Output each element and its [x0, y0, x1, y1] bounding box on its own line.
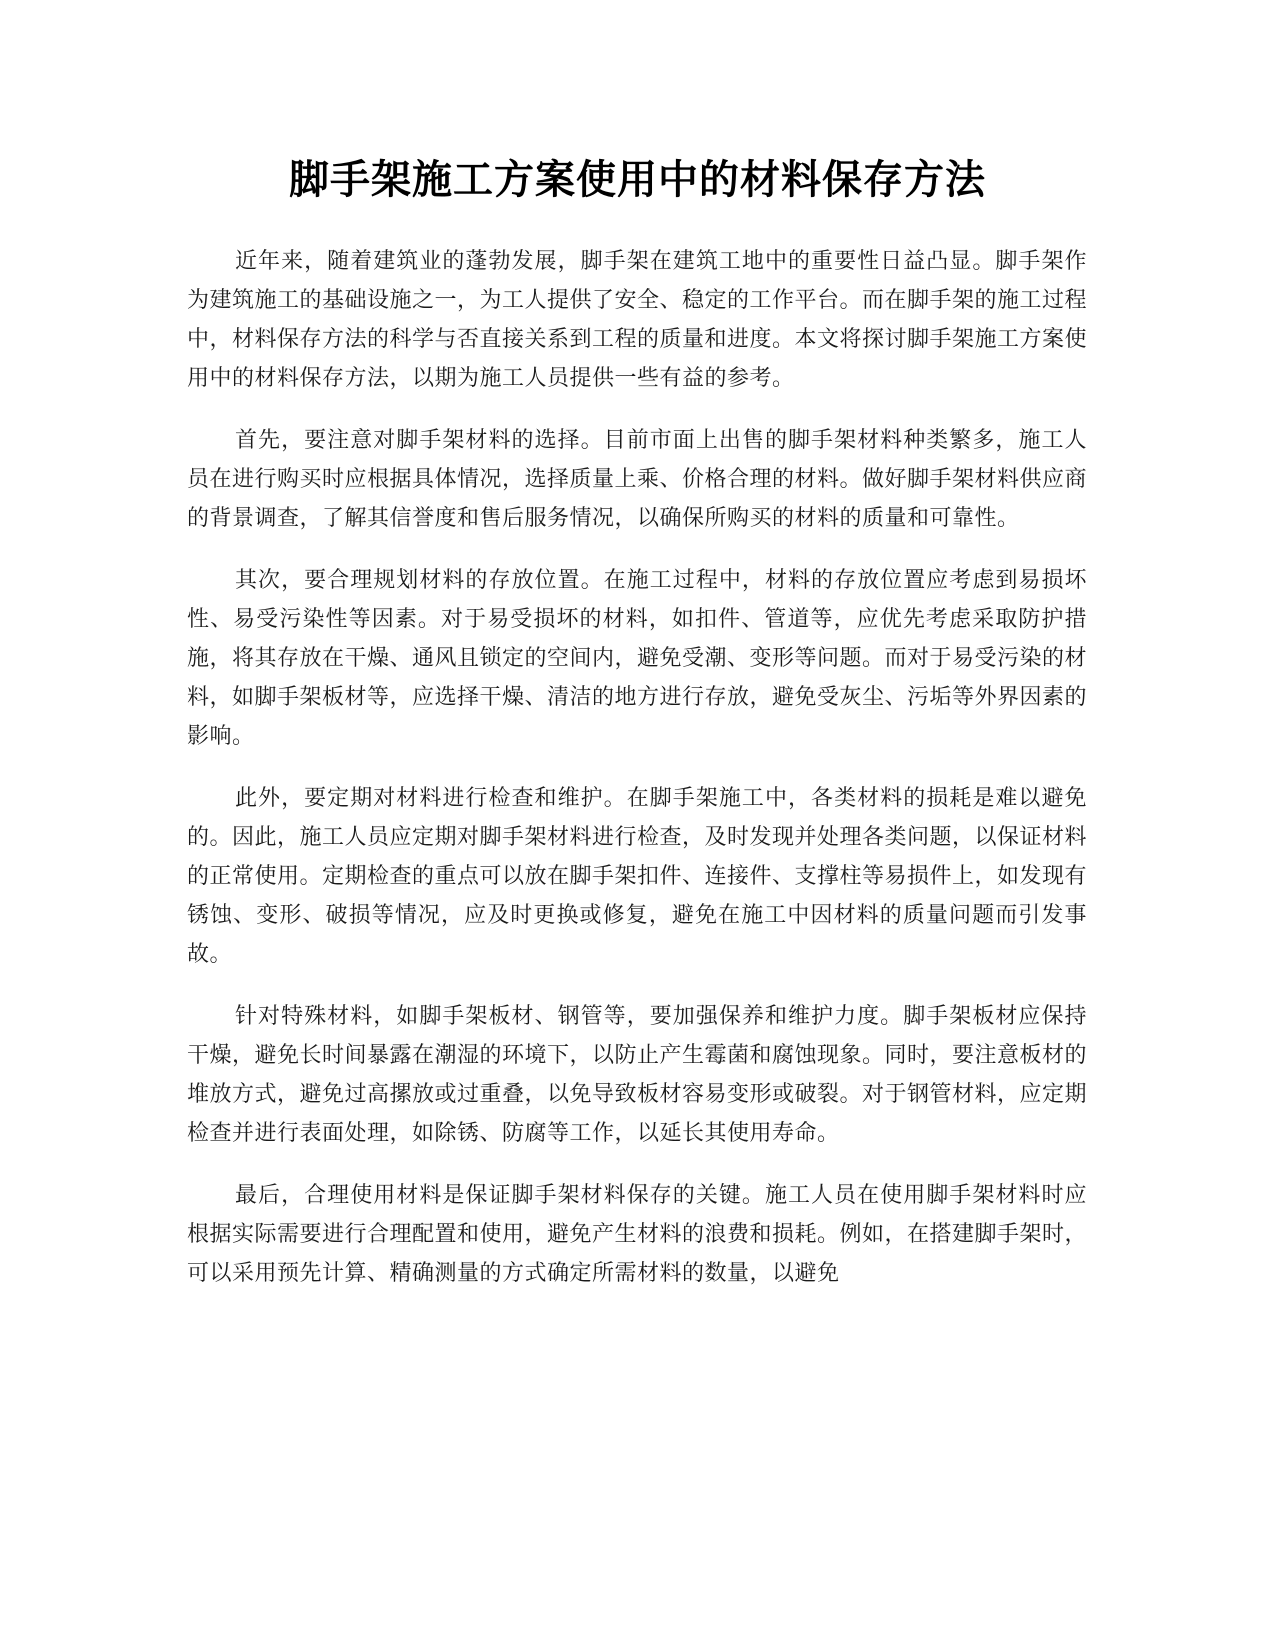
paragraph-storage-location: 其次，要合理规划材料的存放位置。在施工过程中，材料的存放位置应考虑到易损坏性、易受污染性等因素。对于易受损坏的材料，如扣件、管道等，应优先考虑采取防护措施，将其存放在干燥、通风且锁定的空间内，避免受潮、变形等问题。而对于易受污染的材料，如脚手架板材等，应选择干燥、清洁的地方进行存放，避免受灰尘、污垢等外界因素的影响。: [187, 568, 1088, 749]
paragraph-rational-use: 最后，合理使用材料是保证脚手架材料保存的关键。施工人员在使用脚手架材料时应根据实际需要进行合理配置和使用，避免产生材料的浪费和损耗。例如，在搭建脚手架时，可以采用预先计算、精确测量的方式确定所需材料的数量，以避免: [187, 1183, 1088, 1286]
paragraph-inspection-maintenance: 此外，要定期对材料进行检查和维护。在脚手架施工中，各类材料的损耗是难以避免的。因此，施工人员应定期对脚手架材料进行检查，及时发现并处理各类问题，以保证材料的正常使用。定期检查的重点可以放在脚手架扣件、连接件、支撑柱等易损件上，如发现有锈蚀、变形、破损等情况，应及时更换或修复，避免在施工中因材料的质量问题而引发事故。: [187, 786, 1088, 967]
page-title: 脚手架施工方案使用中的材料保存方法: [289, 157, 986, 203]
paragraph-material-selection: 首先，要注意对脚手架材料的选择。目前市面上出售的脚手架材料种类繁多，施工人员在进行购买时应根据具体情况，选择质量上乘、价格合理的材料。做好脚手架材料供应商的背景调查，了解其信誉度和售后服务情况，以确保所购买的材料的质量和可靠性。: [187, 428, 1088, 531]
document-body: [187, 242, 1087, 1316]
paragraph-special-materials: 针对特殊材料，如脚手架板材、钢管等，要加强保养和维护力度。脚手架板材应保持干燥，避免长时间暴露在潮湿的环境下，以防止产生霉菌和腐蚀现象。同时，要注意板材的堆放方式，避免过高摞放或过重叠，以免导致板材容易变形或破裂。对于钢管材料，应定期检查并进行表面处理，如除锈、防腐等工作，以延长其使用寿命。: [187, 1004, 1088, 1146]
paragraph-intro: 近年来，随着建筑业的蓬勃发展，脚手架在建筑工地中的重要性日益凸显。脚手架作为建筑施工的基础设施之一，为工人提供了安全、稳定的工作平台。而在脚手架的施工过程中，材料保存方法的科学与否直接关系到工程的质量和进度。本文将探讨脚手架施工方案使用中的材料保存方法，以期为施工人员提供一些有益的参考。: [187, 249, 1088, 391]
